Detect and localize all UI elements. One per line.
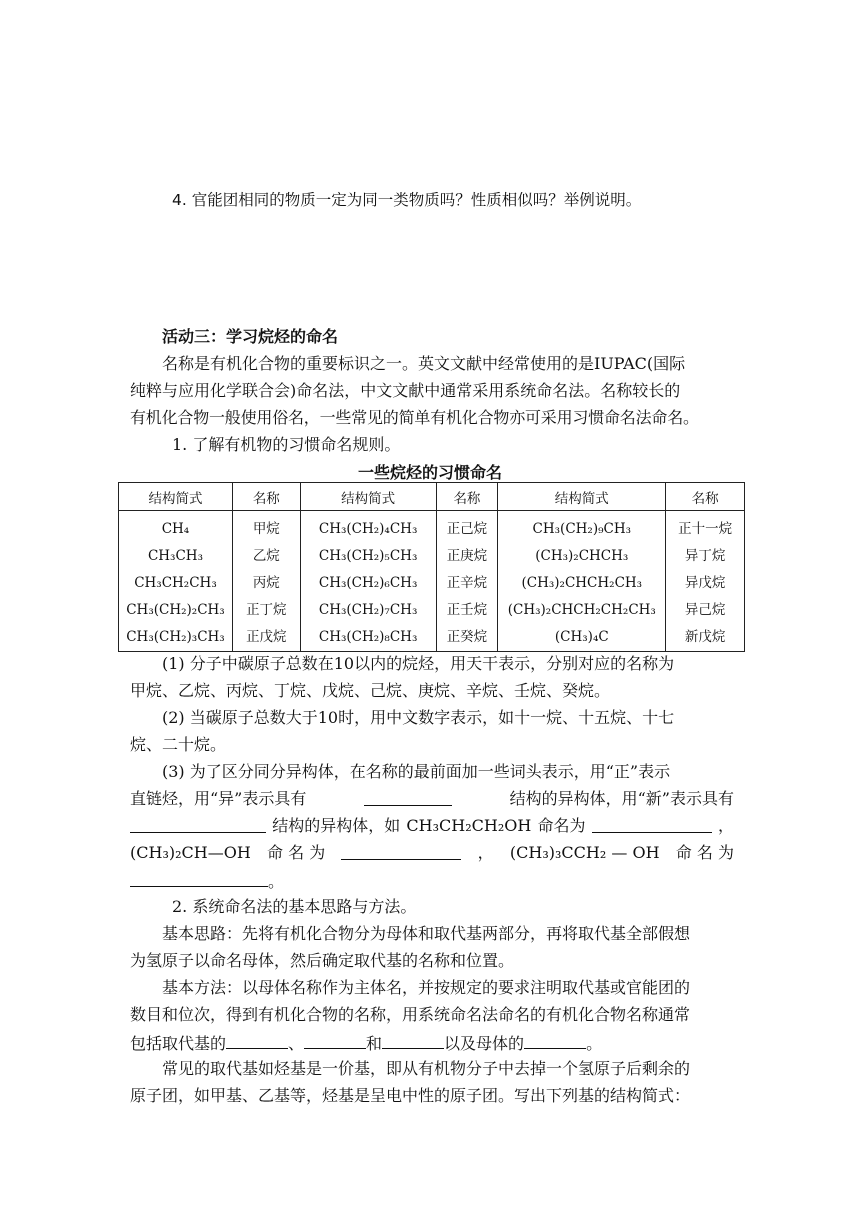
name-column-1 (232, 511, 300, 652)
header-name-3: 名称 (666, 483, 745, 511)
formula-cell: (CH₃)₂CHCH₃ (535, 548, 629, 564)
name-cell: 丙烷 (252, 575, 280, 591)
activity-3-title: 活动三：学习烷烃的命名 (162, 327, 339, 346)
rule-3-text-b: 结构的异构体，用“新”表示具有 (509, 789, 734, 808)
formula-cell: CH₃CH₂CH₃ (134, 575, 217, 591)
rule-3-line-4 (130, 843, 734, 863)
formula-cell: CH₄ (161, 521, 190, 537)
header-formula-3: 结构简式 (498, 483, 666, 511)
table-header-row (119, 483, 745, 511)
table-caption: 一些烷烃的习惯命名 (357, 463, 502, 482)
idea-line-2: 为氢原子以命名母体，然后确定取代基的名称和位置。 (130, 951, 515, 970)
name-column-2 (436, 511, 498, 652)
radical-line-1: 常见的取代基如烃基是一价基，即从有机物分子中去掉一个氢原子后剩余的 (162, 1059, 691, 1078)
idea-line-1: 基本思路：先将有机化合物分为母体和取代基两部分，再将取代基全部假想 (162, 924, 691, 943)
method-text-b: 、 (288, 1034, 305, 1053)
table-body-row (119, 511, 745, 652)
formula-propanol: CH₃CH₂CH₂OH (406, 816, 532, 835)
answer-blank-propanol[interactable] (592, 816, 712, 833)
name-cell: 异戊烷 (684, 575, 726, 591)
formula-column-1 (119, 511, 233, 652)
header-name-1: 名称 (232, 483, 300, 511)
formula-isopropanol: (CH₃)₂CH—OH (130, 843, 251, 862)
alkane-names-table (118, 482, 745, 652)
method-line-1: 基本方法：以母体名称作为主体名，并按规定的要求注明取代基或官能团的 (162, 978, 691, 997)
method-text-c: 和 (366, 1034, 383, 1053)
question-4: 4. 官能团相同的物质一定为同一类物质吗？性质相似吗？举例说明。 (172, 191, 642, 209)
rule-2-line-1: (2) 当碳原子总数大于10时，用中文数字表示，如十一烷、十五烷、十七 (162, 708, 675, 727)
rule-3-period: 。 (268, 872, 285, 891)
formula-cell: CH₃CH₃ (147, 548, 203, 564)
answer-blank-parent[interactable] (524, 1032, 586, 1049)
method-text-e: 。 (586, 1034, 603, 1053)
method-line-2: 数目和位次，得到有机化合物的名称，用系统命名法命名的有机化合物名称通常 (130, 1005, 691, 1024)
header-name-2: 名称 (436, 483, 498, 511)
formula-cell: CH₃(CH₂)₉CH₃ (532, 521, 632, 537)
rule-3-named: 命 名 为 (267, 843, 326, 862)
formula-cell: CH₃(CH₂)₅CH₃ (318, 548, 418, 564)
name-column-3 (666, 511, 745, 652)
rule-3-line-3 (130, 816, 734, 836)
method-line-3 (130, 1032, 734, 1054)
method-text-a: 包括取代基的 (130, 1034, 227, 1053)
name-cell: 新戊烷 (684, 629, 726, 645)
rule-1-line-2: 甲烷、乙烷、丙烷、丁烷、戊烷、己烷、庚烷、辛烷、壬烷、癸烷。 (130, 681, 611, 700)
formula-cell: CH₃(CH₂)₃CH₃ (126, 629, 225, 645)
formula-cell: CH₃(CH₂)₄CH₃ (318, 521, 418, 537)
name-cell: 正辛烷 (446, 575, 488, 591)
answer-blank-substituent-3[interactable] (382, 1032, 444, 1049)
name-cell: 异丁烷 (684, 548, 726, 564)
answer-blank-neo[interactable] (130, 816, 266, 833)
formula-neopentanol: (CH₃)₃CCH₂ — OH (509, 843, 660, 862)
formula-cell: CH₃(CH₂)₆CH₃ (318, 575, 418, 591)
rule-3-named-2: 命 名 为 (675, 843, 734, 862)
rule-3-line-5 (130, 870, 734, 892)
rule-2-line-2: 烷、二十烷。 (130, 735, 227, 754)
name-cell: 甲烷 (252, 521, 280, 537)
rule-3-text-c: 结构的异构体，如 (272, 816, 401, 835)
name-cell: 正己烷 (446, 521, 488, 537)
intro-line-3: 有机化合物一般使用俗名，一些常见的简单有机化合物亦可采用习惯命名法命名。 (130, 408, 699, 427)
formula-column-2 (300, 511, 436, 652)
intro-line-1: 名称是有机化合物的重要标识之一。英文文献中经常使用的是IUPAC(国际 (162, 354, 686, 373)
rule-1-line-1: (1) 分子中碳原子总数在10以内的烷烃，用天干表示，分别对应的名称为 (162, 654, 675, 673)
name-cell: 正戊烷 (246, 629, 287, 645)
formula-cell: (CH₃)₄C (554, 629, 609, 645)
formula-cell: CH₃(CH₂)₇CH₃ (318, 602, 418, 618)
name-cell: 正壬烷 (446, 602, 488, 618)
formula-column-3 (498, 511, 666, 652)
formula-cell: CH₃(CH₂)₈CH₃ (318, 629, 418, 645)
header-formula-2: 结构简式 (300, 483, 436, 511)
item-2: 2. 系统命名法的基本思路与方法。 (172, 897, 417, 916)
answer-blank-substituent-1[interactable] (226, 1032, 288, 1049)
intro-line-2: 纯粹与应用化学联合会)命名法，中文文献中通常采用系统命名法。名称较长的 (130, 381, 681, 400)
name-cell: 正十一烷 (678, 521, 733, 537)
radical-line-2: 原子团，如甲基、乙基等，烃基是呈电中性的原子团。写出下列基的结构简式： (130, 1086, 691, 1105)
item-1: 1. 了解有机物的习惯命名规则。 (172, 435, 401, 454)
answer-blank-branched[interactable] (364, 789, 452, 806)
name-cell: 异己烷 (684, 602, 726, 618)
rule-3-text-a: 直链烃，用“异”表示具有 (130, 789, 307, 808)
rule-3-text-d: 命名为 (537, 816, 586, 835)
rule-3-comma: ， (717, 816, 734, 835)
answer-blank-neopentanol[interactable] (130, 870, 268, 887)
header-formula-1: 结构简式 (119, 483, 233, 511)
method-text-d: 以及母体的 (444, 1034, 525, 1053)
answer-blank-substituent-2[interactable] (304, 1032, 366, 1049)
rule-3-line-2 (130, 789, 734, 809)
name-cell: 正庚烷 (446, 548, 488, 564)
name-cell: 正丁烷 (246, 602, 287, 618)
formula-cell: (CH₃)₂CHCH₂CH₃ (521, 575, 643, 591)
formula-cell: CH₃(CH₂)₂CH₃ (126, 602, 225, 618)
name-cell: 乙烷 (252, 548, 280, 564)
formula-cell: (CH₃)₂CHCH₂CH₂CH₃ (507, 602, 656, 618)
name-cell: 正癸烷 (446, 629, 488, 645)
rule-3-comma-2: ， (477, 843, 494, 862)
answer-blank-isopropanol[interactable] (341, 843, 461, 860)
rule-3-line-1: (3) 为了区分同分异构体，在名称的最前面加一些词头表示，用“正”表示 (162, 762, 671, 781)
